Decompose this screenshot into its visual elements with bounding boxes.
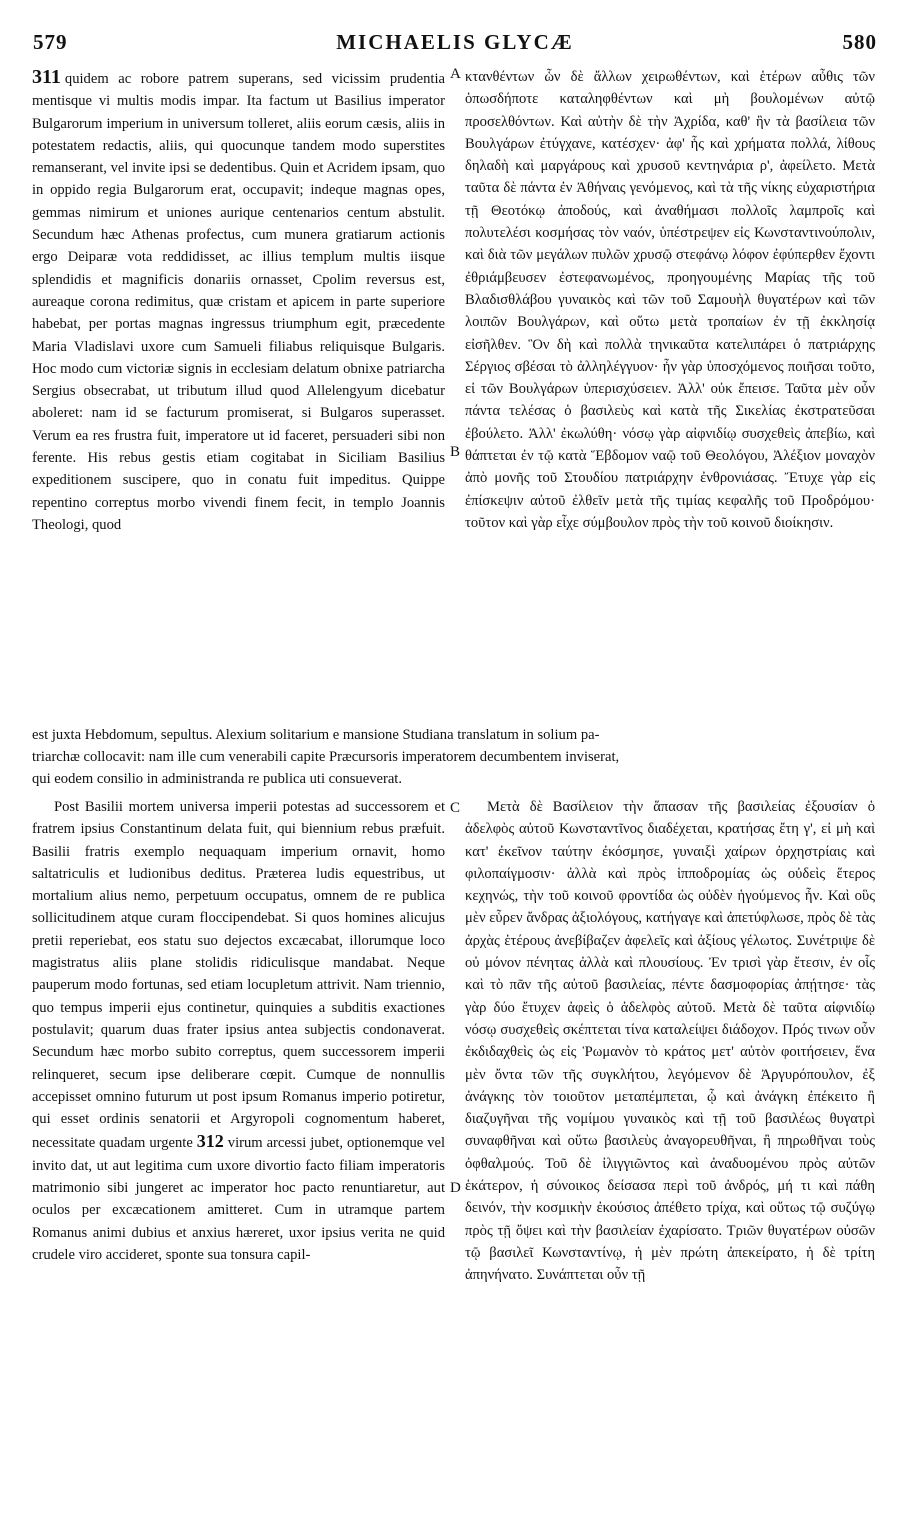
running-title: MICHAELIS GLYCÆ bbox=[336, 30, 574, 54]
greek-column-top bbox=[465, 66, 875, 722]
margin-letter-d: D bbox=[450, 1180, 461, 1196]
latin-paragraph-2-text-a: Post Basilii mortem universa imperii potestas ad successorem et fratrem ipsius Constantinum delata fuit, qui biennium rebus præfuit. Basilii fratris exemplo nequaquam imperium ornavit, homo saltatriculis et ludionibus deditus. Præterea ludis equestribus, ut mortalium alius nemo, perpetuum occupatus, omnem de re publica sollicitudinem atque curam floccipendebat. Si quos homines alicujus pretii reperiebat, eos statu suo dejectos excæcabat, illorumque loco magistratus aliis plane stolidis ridiculisque mandabat. Neque pauperum modo fortunas, sed etiam locupletum attrivit. Nam triennio, quo tempus imperii ejus continetur, quinquies a subditis exactiones postulavit; quarum duas frater ipsius antea subjectis condonaverat. Secundum hæc morbo subito correptus, quem successorem imperii relinqueret, secum ipse deliberare cœpit. Cumque de nonnullis accepisset omnino futurum ut post ipsum Romanus imperio potiretur, qui esset ordinis senatorii et Argyropoli cognomentum haberet, necessitate quadam urgente bbox=[32, 799, 445, 1152]
latin-column-top bbox=[32, 66, 445, 722]
latin-full-line-1: est juxta Hebdomum, sepultus. Alexium solitarium e mansione Studiana translatum in solium pa- bbox=[32, 727, 600, 743]
page-number-right: 580 bbox=[842, 30, 877, 54]
section-marker-312: 312 bbox=[196, 1131, 224, 1152]
greek-paragraph-1: κτανθέντων ὧν δὲ ἄλλων χειρωθέντων, καὶ ἑτέρων αὖθις τῶν ὁπωσδήποτε καταληφθέντων καὶ μὴ βουλομένων αὐτῷ προσελθόντων. Καὶ αὐτὴν δὲ τὴν Ἀχρίδα, καθ' ἣν τὰ βασίλεια τῶν Βουλγάρων ἐτύγχανε, κατέσχεν· ἀφ' ἧς καὶ χρήματα πολλά, λίθους δηλαδὴ καὶ μαργάρους καὶ χρυσοῦ κεντηνάρια ρ', ἀφείλετο. Μετὰ ταῦτα δὲ πάντα ἐν Ἀθήναις γενόμενος, καὶ τὰ τῆς νίκης εὐχαριστήρια τῇ Θεοτόκῳ ἀποδούς, καὶ ἀναθήμασι πολλοῖς λαμπροῖς καὶ πολυτελέσι κοσμήσας τὸν ναόν, ὑπέστρεψεν εἰς Κωνσταντινούπολιν, καὶ διὰ τῶν μεγάλων πυλῶν χρυσῷ στεφάνῳ λόφον ἐφύπερθεν ἔχοντι ἐθριάμβευσεν ἐστεφανωμένος, προηγουμένης Μαρίας τῆς τοῦ Βλαδισθλάβου γυναικὸς καὶ τῶν τοῦ Σαμουὴλ θυγατέρων καὶ τῶν λοιπῶν Βουλγάρων, καὶ οὕτω μετὰ τροπαίων ἐν τῇ ἐκκλησίᾳ εἰσῆλθεν. Ὃν δὴ καὶ πολλὰ τηνικαῦτα κατελιπάρει ὁ πατριάρχης Σέργιος σβέσαι τὸ ἀλληλέγγυον· ἦν γὰρ ὑποσχόμενος ποιῆσαι τοῦτο, εἰ τῶν Βουλγάρων ὑπερισχύσειεν. Ἀλλ' οὐκ ἔπεισε. Ταῦτα μὲν οὖν πάντα τελέσας ὁ βασιλεὺς καὶ κατὰ τῆς Σικελίας ἐκστρατεῦσαι ἐβούλετο. Ἀλλ' ἐκωλύθη· νόσῳ γὰρ αἰφνιδίῳ συσχεθεὶς ἀπεβίω, καὶ θάπτεται ἐν τῷ κατὰ Ἕβδομον ναῷ τοῦ Θεολόγου, Ἀλέξιον μοναχὸν ἀπὸ μονῆς τοῦ Στουδίου πατριάρχην ἐνθρονιάσας. Ἔτυχε γὰρ εἰς ἐπίσκεψιν αὐτοῦ ἐλθεῖν μετὰ τῆς τιμίας κεφαλῆς τοῦ Προδρόμου· τοῦτον καὶ γὰρ εἶχε σύμβουλον πρὸς τὴν τοῦ κοινοῦ διοίκησιν. bbox=[465, 69, 875, 531]
latin-paragraph-1-text: quidem ac robore patrem superans, sed vicissim prudentia mentisque vi multis modis impar. Ita factum ut Basilius imperator Bulgarorum imperium in universum tolleret, aliis eorum cæsis, aliis in potestatem redactis, aliis, qui quocunque tandem modo superstites remanserant, vel invite ipsi se dedentibus. Quin et Acridem ipsam, quo in oppido regia Bulgarorum erat, occupavit; indeque magnas opes, gemmas nimirum et uniones aurique centenarios centum abstulit. Secundum hæc Athenas profectus, cum munera gratiarum actionis ergo Deiparæ vota reddidisset, ac illius templum multis iisque splendidis et magnificis donariis ornasset, Cpolim reversus est, aureaque corona redimitus, quæ cristam et apicem in parte superiore habebat, per portas magnas ingressus triumphum egit, præcedente Maria Vladislavi uxore cum Samueli filiabus reliquisque Bulgaris. Hoc modo cum victoriæ signis in ecclesiam delatum obnixe patriarcha Sergius obsecrabat, ut tributum illud quod Allelengyum dicebatur aboleret: nam id se facturum promiserat, si Bulgaros superasset. Verum ea res frustra fuit, imperatore ut id faceret, persuaderi sibi non ferente. His rebus gestis etiam cogitabat in Siciliam Basilius expeditionem suscipere, quo in conatu fuit impeditus. Quippe repentino correptus morbo vivendi finem fecit, in templo Joannis Theologi, quod bbox=[32, 71, 445, 533]
latin-paragraph-2 bbox=[32, 796, 445, 1266]
latin-paragraph-1 bbox=[32, 66, 445, 536]
page-number-left: 579 bbox=[33, 30, 68, 54]
margin-letter-b: B bbox=[450, 444, 461, 460]
margin-letter-a: A bbox=[450, 66, 461, 82]
latin-full-line-3: qui eodem consilio in administranda re publica uti consueverat. bbox=[32, 771, 403, 787]
latin-paragraph-2-text-b: virum arcessi jubet, optionemque vel invito dat, ut aut legitima cum uxore divortio facto filiam imperatoris matrimonio sibi jungeret ac imperator hoc pacto renuntiaretur, aut oculos per excæcationem amitteret. Cum in utramque partem Romanus animi dubius et anxius hæreret, uxor ipsius verita ne quid crudele viro accideret, sponte sua tonsura capil- bbox=[32, 1135, 445, 1263]
latin-column-bottom bbox=[32, 796, 445, 1518]
section-marker-311: 311 bbox=[32, 66, 61, 88]
latin-full-line-2: triarchæ collocavit: nam ille cum venerabili capite Præcursoris imperatorem decumbentem inviserat, bbox=[32, 749, 620, 765]
greek-paragraph-2: Μετὰ δὲ Βασίλειον τὴν ἅπασαν τῆς βασιλείας ἐξουσίαν ὁ ἀδελφὸς αὐτοῦ Κωνσταντῖνος διαδέχεται, κρατήσας ἔτη γ', εἰ μὴ καὶ κατ' ἐκεῖνον ταύτην ἐκόσμησε, γυναιξὶ χαίρων ὀρχηστρίαις καὶ φιλοπαίγμοσιν· ἀλλὰ καὶ πρὸς ἱπποδρομίας ὡς οὐδεὶς ἕτερος κεχηνώς, τὴν τοῦ κοινοῦ φροντίδα ὡς οὐδὲν ἡγούμενος ἦν. Καὶ οὓς μὲν εὗρεν ἄνδρας ἀξιολόγους, κατήγαγε καὶ ἀπετύφλωσε, πρὸς δὲ τὰς ἀρχὰς ἑτέρους ἀνεβίβαζεν ἀφελεῖς καὶ ἀξίους γέλωτος. Συνέτριψε δὲ οὐ μόνον πένητας ἀλλὰ καὶ πλουσίους. Ἐν τρισὶ γὰρ ἔτεσιν, ἐν οἷς καὶ τὸ πᾶν τῆς αὐτοῦ βασιλείας, πέντε δασμοφορίας ἀπῄτησε· τὰς γὰρ δύο ἔτυχεν ἀφεὶς ὁ ἀδελφὸς αὐτοῦ. Μετὰ δὲ ταῦτα αἰφνιδίῳ νόσῳ συσχεθεὶς σκέπτεται τίνα καταλείψει διάδοχον. Πρός τινων οὖν ἐκδιδαχθεὶς ὡς εἰς Ῥωμανὸν τὸ κράτος μετ' αὐτὸν φοιτήσειεν, ἕνα μὲν ὄντα τῶν τῆς συγκλήτου, λεγόμενον δὲ Ἀργυρόπουλον, ἐξ ἀνάγκης τὸν τοιοῦτον μεταπέμπεται, ᾧ καὶ ἀνάγκη ἐπέκειτο ἢ διαζυγῆναι τῆς νομίμου γυναικὸς καὶ τῇ τοῦ βασιλέως θυγατρὶ συναφθῆναι καὶ οὕτω βασιλεὺς ἀναγορευθῆναι, ἢ πηρωθῆναι τοὺς ὀφθαλμούς. Τοῦ δὲ ἰλιγγιῶντος καὶ ἀναδυομένου πρὸς αὐτῶν ἑκάτερον, ἡ σύνοικος δείσασα περὶ τοῦ ἀνδρός, μή τι καὶ πάθη δεινόν, τὴν κοσμικὴν ἐκούσιος ἀπέθετο τρίχα, καὶ οὕτως τῷ συζύγῳ πρὸς τῇ ὄψει καὶ τὴν βασιλείαν ἐχαρίσατο. Τριῶν θυγατέρων οὐσῶν τῷ βασιλεῖ Κωνσταντίνῳ, ἡ μὲν πρώτη ἀπεκείρατο, ἡ δὲ τρίτη ἀπηνήνατο. Συνάπτεται οὖν τῇ bbox=[465, 799, 875, 1284]
page-header bbox=[30, 30, 880, 58]
margin-letter-c: C bbox=[450, 800, 461, 816]
greek-column-bottom bbox=[465, 796, 875, 1518]
